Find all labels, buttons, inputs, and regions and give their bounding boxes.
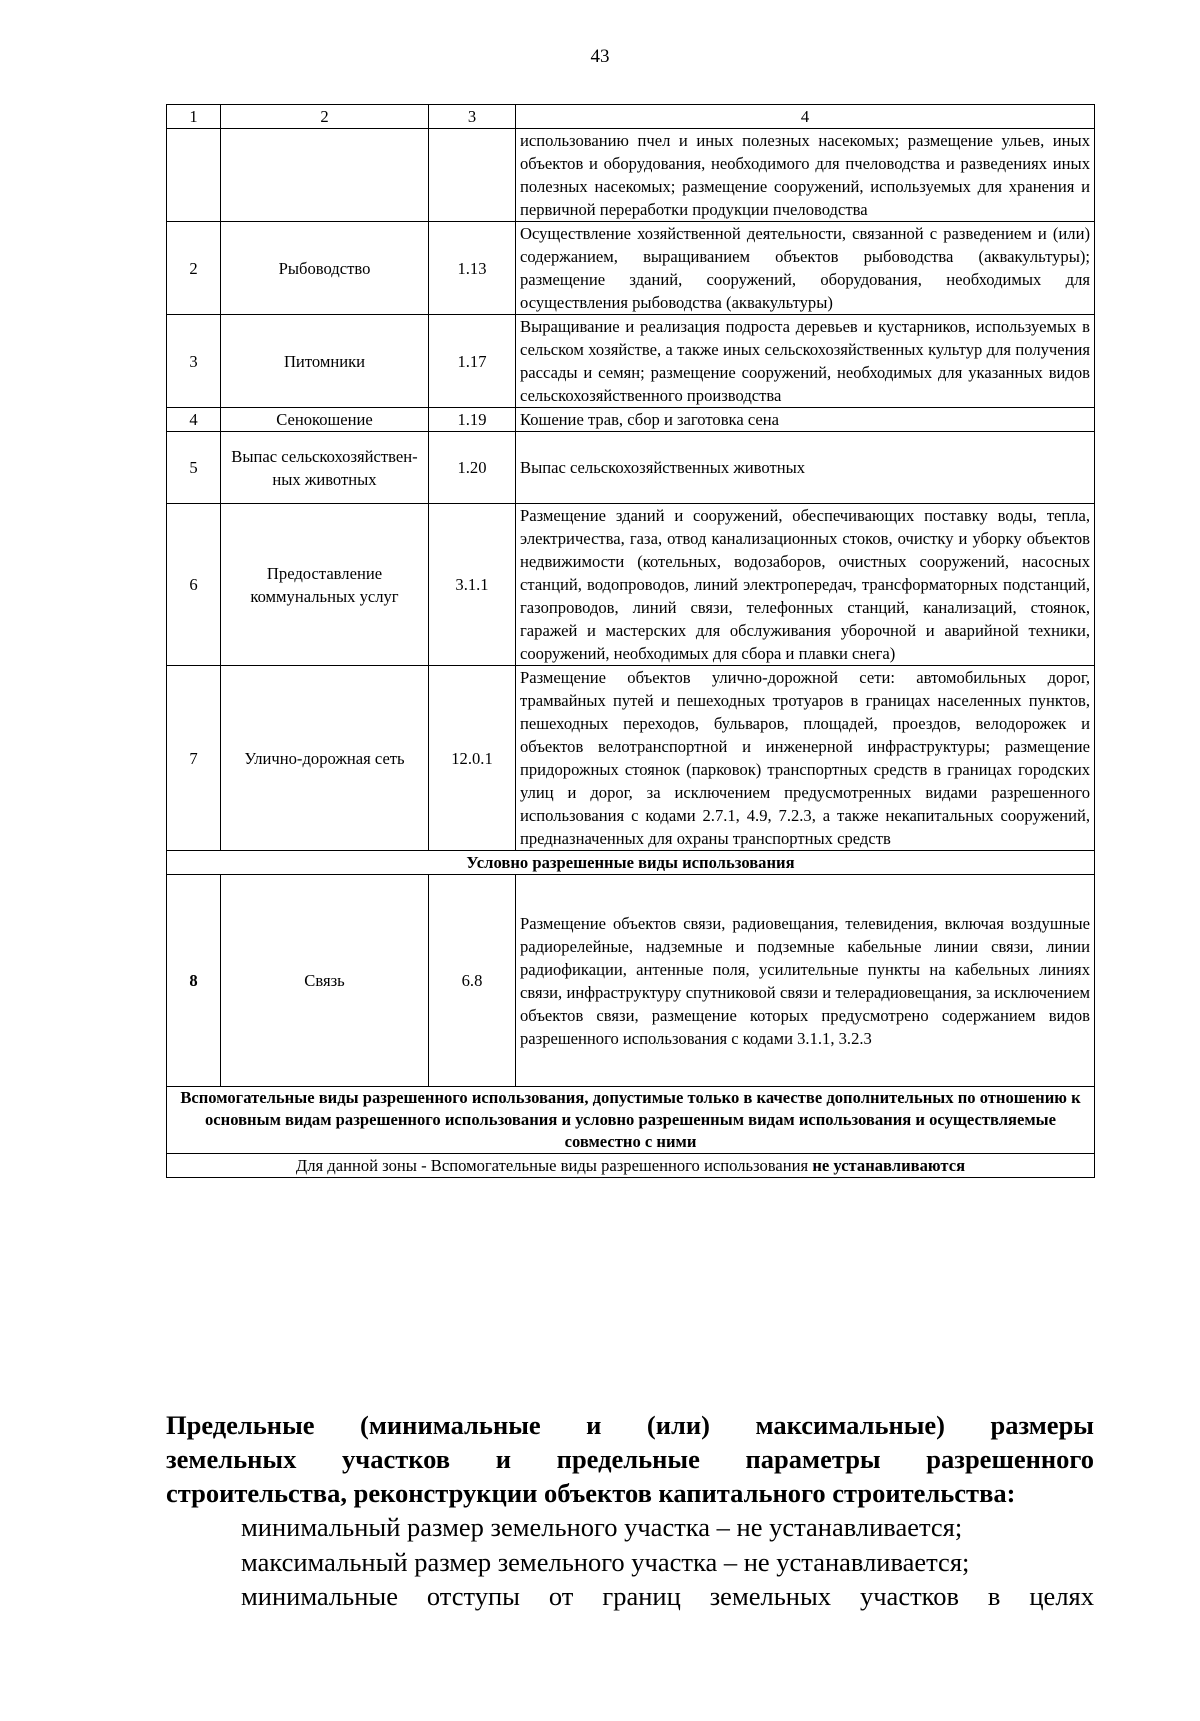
auxiliary-note-strong: не устанавливаются [812,1156,966,1175]
row-code [429,129,516,222]
row-code: 12.0.1 [429,666,516,851]
row-code: 1.20 [429,432,516,504]
table-row [167,129,1095,222]
row-number: 2 [167,222,221,315]
header-cell-2: 2 [221,105,429,129]
table-row [167,222,1095,315]
row-number: 5 [167,432,221,504]
auxiliary-section-title: Вспомогательные виды разрешенного использования, допустимые только в качестве дополнительных по отношению к основным видам разрешенного использования и условно разрешенным видам использования и осуществляемые совместно с ними [167,1087,1095,1154]
header-cell-4: 4 [516,105,1095,129]
row-description: Размещение зданий и сооружений, обеспечивающих поставку воды, тепла, электричества, газа, отвод канализационных стоков, очистку и уборку объектов недвижимости (котельных, водозаборов, очистных сооружений, насосных станций, водопроводов, линий электропередач, трансформаторных подстанций, газопроводов, линий связи, телефонных станций, канализаций, стоянок, гаражей и мастерских для обслуживания уборочной и аварийной техники, сооружений, необходимых для сбора и плавки снега) [516,504,1095,666]
row-description: Осуществление хозяйственной деятельности, связанной с разведением и (или) содержанием, выращиванием объектов рыбоводства (аквакультуры); размещение зданий, сооружений, оборудования, необходимых для осуществления рыбоводства (аквакультуры) [516,222,1095,315]
row-name [221,129,429,222]
row-name: Предоставление коммунальных услуг [221,504,429,666]
page-number: 43 [590,46,610,67]
header-cell-3: 3 [429,105,516,129]
row-name: Улично-дорожная сеть [221,666,429,851]
row-number: 6 [167,504,221,666]
auxiliary-note [167,1154,1095,1178]
row-code: 3.1.1 [429,504,516,666]
setbacks-paragraph: минимальные отступы от границ земельных участков в целях [241,1581,1094,1611]
table-row [167,875,1095,1087]
table-row [167,432,1095,504]
heading-line-2: земельных участков и предельные параметры разрешенного [166,1444,1094,1474]
row-name: Выпас сельскохозяйствен-ных животных [221,432,429,504]
conditional-section-title: Условно разрешенные виды использования [167,851,1095,875]
conditional-section-row [167,851,1095,875]
row-description: Выращивание и реализация подроста деревьев и кустарников, используемых в сельском хозяйстве, а также иных сельскохозяйственных культур для получения рассады и семян; размещение сооружений, необходимых для указанных видов сельскохозяйственного производства [516,315,1095,408]
row-description: Размещение объектов улично-дорожной сети: автомобильных дорог, трамвайных путей и пешеходных тротуаров в границах населенных пунктов, пешеходных переходов, бульваров, площадей, проездов, велодорожек и объектов велотранспортной и инженерной инфраструктуры; размещение придорожных стоянок (парковок) транспортных средств в границах городских улиц и дорог, за исключением предусмотренных видами разрешенного использования с кодами 2.7.1, 4.9, 7.2.3, а также некапитальных сооружений, предназначенных для охраны транспортных средств [516,666,1095,851]
row-number: 7 [167,666,221,851]
row-number: 8 [167,875,221,1087]
row-name: Сенокошение [221,408,429,432]
row-description: Размещение объектов связи, радиовещания, телевидения, включая воздушные радиорелейные, надземные и подземные кабельные линии связи, линии радиофикации, антенные поля, усилительные пункты на кабельных линиях связи, инфраструктуру спутниковой связи и телерадиовещания, за исключением объектов связи, размещение которых предусмотрено содержанием видов разрешенного использования с кодами 3.1.1, 3.2.3 [516,875,1095,1087]
heading-line-3: строительства, реконструкции объектов капитального строительства: [166,1478,1016,1508]
table-row [167,315,1095,408]
table-row [167,408,1095,432]
row-name: Рыбоводство [221,222,429,315]
row-description: Кошение трав, сбор и заготовка сена [516,408,1095,432]
row-number [167,129,221,222]
row-name: Питомники [221,315,429,408]
row-code: 6.8 [429,875,516,1087]
heading-line-1: Предельные (минимальные и (или) максимальные) размеры [166,1410,1094,1440]
auxiliary-section-row [167,1087,1095,1154]
row-description: использованию пчел и иных полезных насекомых; размещение ульев, иных объектов и оборудования, необходимого для пчеловодства и разведениях иных полезных насекомых; размещение сооружений, используемых для хранения и первичной переработки продукции пчеловодства [516,129,1095,222]
table-header-row [167,105,1095,129]
table-row [167,666,1095,851]
min-size-paragraph: минимальный размер земельного участка – не устанавливается; [241,1512,963,1542]
table-row [167,504,1095,666]
row-number: 4 [167,408,221,432]
auxiliary-note-prefix: Для данной зоны - Вспомогательные виды разрешенного использования [295,1156,813,1175]
row-code: 1.17 [429,315,516,408]
row-description: Выпас сельскохозяйственных животных [516,432,1095,504]
row-code: 1.13 [429,222,516,315]
land-use-table [166,104,1095,1178]
max-size-paragraph: максимальный размер земельного участка – не устанавливается; [241,1547,970,1577]
auxiliary-note-row [167,1154,1095,1178]
row-name: Связь [221,875,429,1087]
section-heading [166,1408,1094,1510]
row-number: 3 [167,315,221,408]
header-cell-1: 1 [167,105,221,129]
row-code: 1.19 [429,408,516,432]
